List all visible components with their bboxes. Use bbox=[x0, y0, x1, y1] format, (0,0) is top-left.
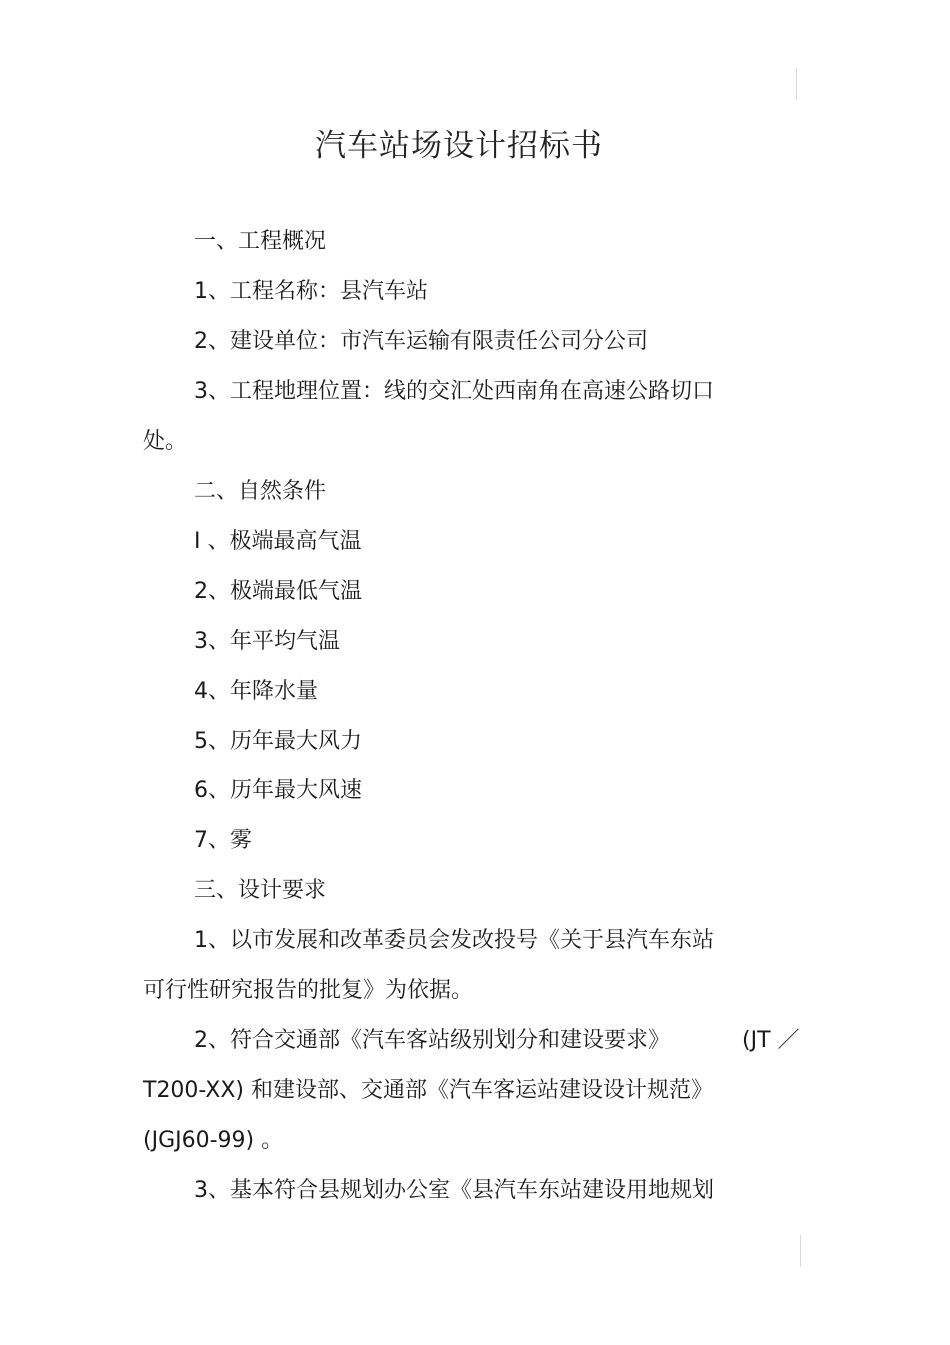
list-item: 3、年平均气温 bbox=[194, 629, 340, 654]
location-line: 3、工程地理位置：线的交汇处西南角在高速公路切口 bbox=[194, 379, 714, 404]
builder-line: 2、建设单位：市汽车运输有限责任公司分公司 bbox=[194, 329, 648, 354]
list-item: 5、历年最大风力 bbox=[194, 729, 362, 754]
list-item: 6、历年最大风速 bbox=[194, 778, 362, 803]
list-item: 4、年降水量 bbox=[194, 679, 318, 704]
requirement-2-standard-code: (JT ／ bbox=[742, 1028, 800, 1053]
requirement-2-line: 2、符合交通部《汽车客站级别划分和建设要求》 bbox=[194, 1028, 670, 1053]
list-item: I 、极端最高气温 bbox=[194, 529, 362, 554]
requirement-1-line-continued: 可行性研究报告的批复》为依据。 bbox=[143, 978, 474, 1003]
section-heading-project-overview: 一、工程概况 bbox=[194, 229, 327, 254]
project-name-line: 1、工程名称：县汽车站 bbox=[194, 279, 428, 304]
requirement-2-line-continued: T200-XX) 和建设部、交通部《汽车客运站建设设计规范》 bbox=[143, 1078, 713, 1103]
list-item: 7、雾 bbox=[194, 828, 252, 853]
requirement-1-line: 1、以市发展和改革委员会发改投号《关于县汽车东站 bbox=[194, 928, 714, 953]
section-heading-natural-conditions: 二、自然条件 bbox=[194, 479, 327, 504]
requirement-3-line: 3、基本符合县规划办公室《县汽车东站建设用地规划 bbox=[194, 1178, 714, 1203]
list-item: 2、极端最低气温 bbox=[194, 579, 362, 604]
top-edge-mark bbox=[796, 68, 797, 100]
bottom-edge-mark bbox=[800, 1235, 801, 1267]
location-line-continued: 处。 bbox=[143, 429, 188, 454]
document-title: 汽车站场设计招标书 bbox=[315, 128, 603, 164]
requirement-2-line-end: (JGJ60-99) 。 bbox=[143, 1128, 284, 1153]
section-heading-design-requirements: 三、设计要求 bbox=[194, 878, 327, 903]
